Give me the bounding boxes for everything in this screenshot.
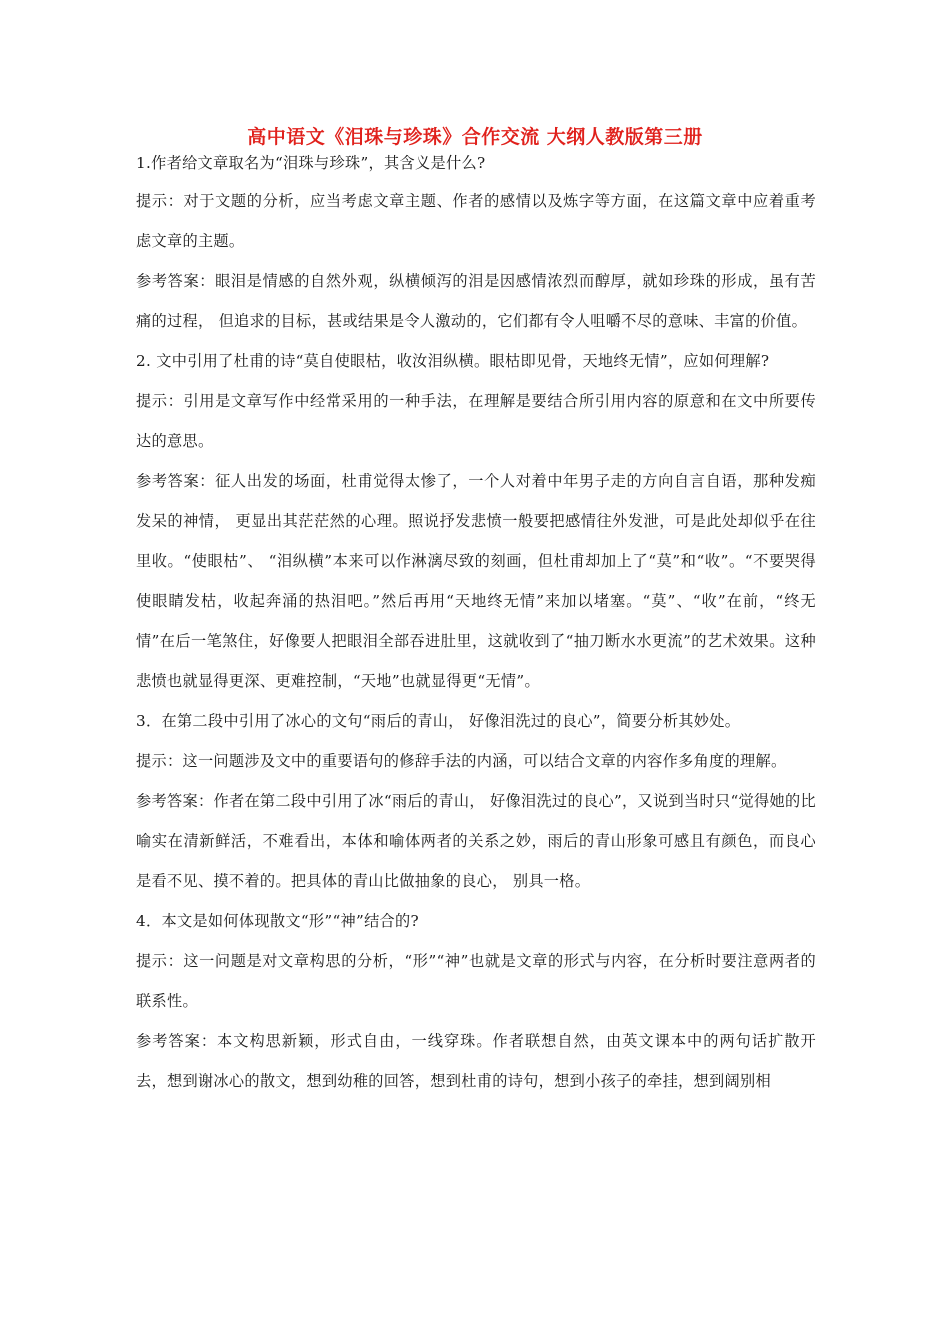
- answer-3: 参考答案：作者在第二段中引用了冰“雨后的青山， 好像泪洗过的良心”，又说到当时只“觉得她的比喻实在清新鲜活，不难看出，本体和喻体两者的关系之妙，雨后的青山形象可感且有颜色，而良心是看不见、摸不着的。把具体的青山比做抽象的良心， 别具一格。: [136, 792, 816, 890]
- question-4: 4．本文是如何体现散文“形”“神”结合的?: [136, 912, 419, 930]
- hint-3: 提示：这一问题涉及文中的重要语句的修辞手法的内涵，可以结合文章的内容作多角度的理解。: [136, 752, 787, 770]
- question-1: 1.作者给文章取名为“泪珠与珍珠”，其含义是什么?: [136, 154, 486, 172]
- hint-1: 提示：对于文题的分析，应当考虑文章主题、作者的感情以及炼字等方面，在这篇文章中应着重考虑文章的主题。: [136, 192, 816, 250]
- hint-2: 提示：引用是文章写作中经常采用的一种手法，在理解是要结合所引用内容的原意和在文中所要传达的意思。: [136, 392, 816, 450]
- answer-1: 参考答案：眼泪是情感的自然外观，纵横倾泻的泪是因感情浓烈而醇厚，就如珍珠的形成，虽有苦痛的过程， 但追求的目标，甚或结果是令人激动的，它们都有令人咀嚼不尽的意味、丰富的价值。: [136, 272, 816, 330]
- question-2: 2. 文中引用了杜甫的诗“莫自使眼枯，收汝泪纵横。眼枯即见骨，天地终无情”，应如何理解?: [136, 352, 770, 370]
- answer-4: 参考答案：本文构思新颖，形式自由，一线穿珠。作者联想自然，由英文课本中的两句话扩散开去，想到谢冰心的散文，想到幼稚的回答，想到杜甫的诗句，想到小孩子的牵挂，想到阔别相: [136, 1032, 816, 1090]
- document-title: 高中语文《泪珠与珍珠》合作交流 大纲人教版第三册: [247, 126, 703, 148]
- document-body: [136, 150, 816, 1101]
- question-3: 3．在第二段中引用了冰心的文句“雨后的青山， 好像泪洗过的良心”，简要分析其妙处。: [136, 712, 741, 730]
- hint-4: 提示：这一问题是对文章构思的分析，“形”“神”也就是文章的形式与内容，在分析时要注意两者的联系性。: [136, 952, 816, 1010]
- answer-2: 参考答案：征人出发的场面，杜甫觉得太惨了，一个人对着中年男子走的方向自言自语，那种发痴发呆的神情， 更显出其茫茫然的心理。照说抒发悲愤一般要把感情往外发泄，可是此处却似乎在往里收。“使眼枯”、 “泪纵横”本来可以作淋漓尽致的刻画，但杜甫却加上了“莫”和“收”。“不要哭得使眼睛发枯，收起奔涌的热泪吧。”然后再用“天地终无情”来加以堵塞。“莫”、“收”在前，“终无情”在后一笔煞住，好像要人把眼泪全部吞进肚里，这就收到了“抽刀断水水更流”的艺术效果。这种悲愤也就显得更深、更难控制，“天地”也就显得更“无情”。: [136, 472, 816, 690]
